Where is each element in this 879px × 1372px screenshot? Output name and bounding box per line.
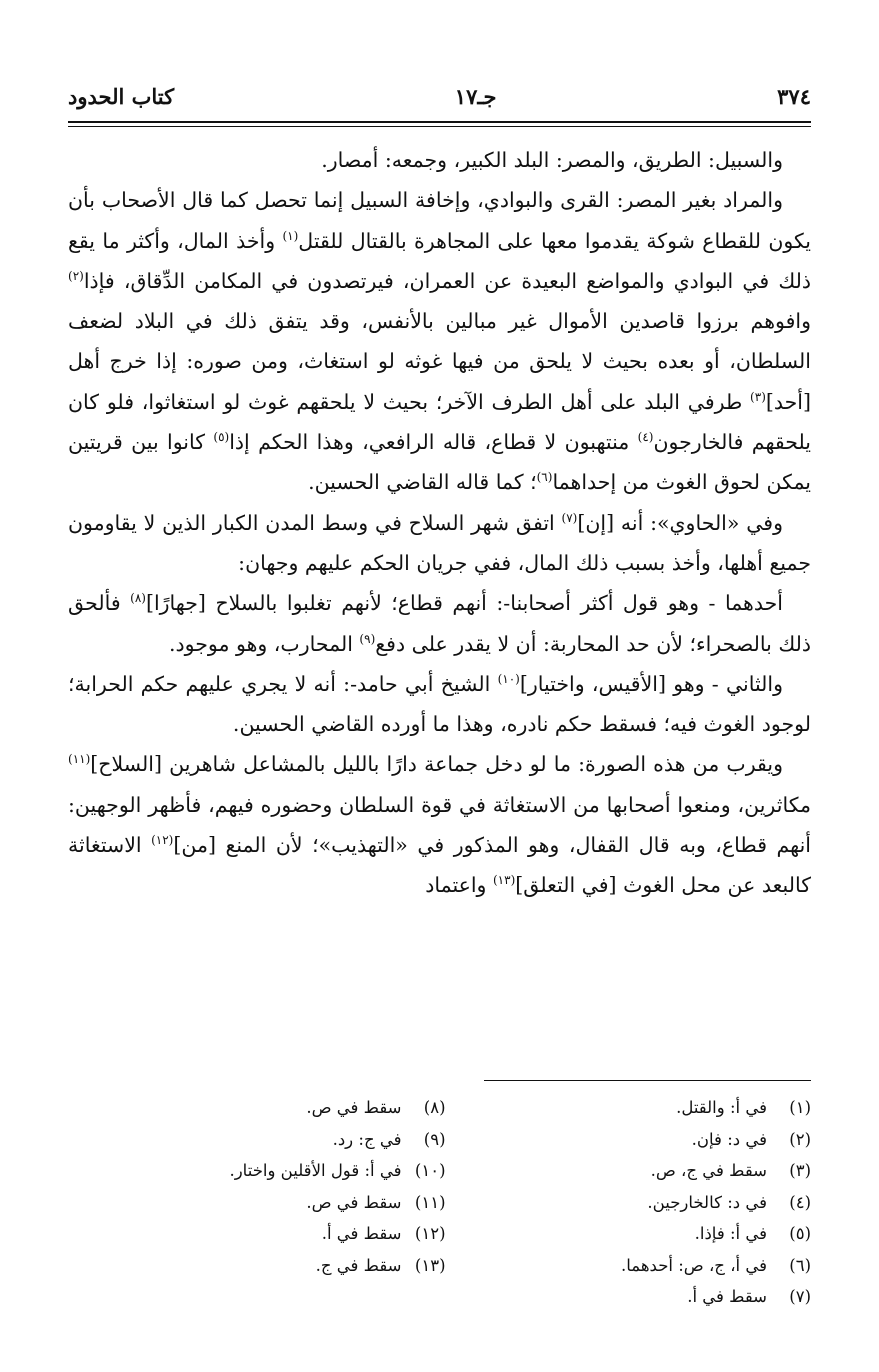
paragraph (68, 180, 811, 502)
footnote-text: في أ: قول الأقلين واختار. (229, 1161, 402, 1180)
footnotes (120, 1092, 811, 1313)
text-run: اتفق شهر السلاح في وسط المدن الكبار الذين لا يقاومون جميع أهلها، وأخذ بسبب ذلك المال، ففي جريان الحكم عليهم وجهان: (68, 510, 811, 575)
text-run: طرفي البلد على أهل الطرف الآخر؛ بحيث لا يلحقهم غوث لو استغاثوا، فلو كان يلحقهم فالخارجون (68, 389, 811, 455)
paragraph (68, 744, 811, 905)
text-run: ويقرب من هذه الصورة: ما لو دخل جماعة دارًا بالليل بالمشاعل شاهرين [السلاح] (90, 752, 783, 777)
paragraph (68, 664, 811, 745)
footnote-item (486, 1092, 812, 1124)
footnote-text: في أ: والقتل. (676, 1098, 767, 1117)
footnote-item (120, 1250, 446, 1282)
footnote-item (486, 1124, 812, 1156)
page-header (68, 78, 811, 114)
footnote-ref: (٩) (359, 631, 376, 646)
text-run: مكاثرين، ومنعوا أصحابها من الاستغاثة في قوة السلطان وحضوره فيهم، فأظهر الوجهين: أنهم قطاع، وبه قال القفال، وهو المذكور في «التهذيب»؛ لأن المنع [من] (68, 792, 811, 858)
footnote-ref: (٢) (68, 269, 84, 284)
footnotes-right-column (486, 1092, 812, 1313)
footnote-ref: (١) (282, 228, 299, 243)
paragraph (68, 503, 811, 584)
text-run: والمراد بغير المصر: القرى والبوادي، وإخافة السبيل إنما تحصل كما قال الأصحاب بأن يكون للقطاع شوكة يقدموا معها على المجاهرة بالقتال للقتل (68, 188, 811, 253)
footnote-text: في أ: فإذا. (694, 1224, 767, 1243)
text-run: ؛ كما قاله القاضي الحسين. (308, 470, 537, 495)
footnote-number: (٨) (423, 1098, 446, 1117)
footnote-number: (١٠) (414, 1161, 446, 1180)
footnote-ref: (١٣) (492, 873, 516, 888)
footnote-text: سقط في ج، ص. (650, 1161, 767, 1180)
footnote-ref: (٧) (561, 510, 578, 525)
footnote-separator (484, 1080, 811, 1081)
footnote-number: (٦) (789, 1255, 811, 1275)
footnote-number: (٤) (789, 1192, 811, 1212)
footnote-number: (١٢) (414, 1224, 446, 1243)
text-run: كانوا بين قريتين يمكن لحوق الغوث من إحداهما (68, 430, 811, 495)
text-run: والثاني - وهو [الأقيس، واختيار] (519, 671, 784, 696)
footnote-ref: (١٠) (497, 672, 520, 687)
footnote-item (486, 1187, 812, 1219)
paragraph (68, 140, 811, 180)
footnote-text: سقط في ص. (306, 1098, 402, 1117)
footnote-number: (٩) (423, 1129, 446, 1149)
footnote-ref: (٦) (536, 470, 553, 485)
footnote-item (120, 1124, 446, 1156)
footnote-number: (١) (789, 1098, 811, 1117)
text-run: وأخذ المال، وأكثر ما يقع ذلك في البوادي والمواضع البعيدة عن العمران، فيرتصدون في المكامن الدِّقاق، فإذا (68, 228, 811, 293)
footnote-item (120, 1218, 446, 1250)
paragraph (68, 583, 811, 664)
footnote-ref: (٨) (130, 591, 146, 606)
footnote-text: في ج: رد. (332, 1129, 402, 1149)
footnote-item (120, 1155, 446, 1187)
footnote-text: سقط في ص. (306, 1192, 402, 1212)
footnote-item (120, 1092, 446, 1124)
footnote-ref: (٤) (637, 430, 654, 445)
footnote-ref: (١٢) (151, 833, 174, 848)
text-run: وفي «الحاوي»: أنه [إن] (577, 510, 783, 535)
header-rule-thick (68, 121, 811, 123)
text-run: منتهبون لا قطاع، قاله الرافعي، وهذا الحكم إذا (229, 430, 638, 455)
footnote-number: (١١) (414, 1192, 446, 1212)
text-run: واعتماد (425, 873, 493, 898)
header-rule-thin (68, 126, 811, 127)
footnote-item (486, 1155, 812, 1187)
footnote-number: (١٣) (414, 1255, 446, 1275)
footnote-number: (٣) (789, 1161, 811, 1180)
footnote-text: في أ، ج، ص: أحدهما. (621, 1255, 767, 1275)
text-run: الاستغاثة كالبعد عن محل الغوث [في التعلق] (68, 833, 811, 898)
page-number: ٣٧٤ (777, 83, 811, 109)
text-run: الشيخ أبي حامد-: أنه لا يجري عليهم حكم الحرابة؛ لوجود الغوث فيه؛ فسقط حكم نادره، وهذا ما أورده القاضي الحسين. (68, 671, 811, 737)
footnote-text: سقط في ج. (315, 1255, 402, 1275)
footnote-item (486, 1218, 812, 1250)
footnote-text: سقط في أ. (687, 1287, 767, 1306)
footnote-item (486, 1281, 812, 1313)
footnotes-left-column (120, 1092, 446, 1313)
text-run: وافوهم برزوا قاصدين الأموال غير مبالين بالأنفس، وقد يتفق ذلك في البلاد لضعف السلطان، أو بعده بحيث لا يلحق من فيها غوثه لو استغاث، ومن صوره: إذا خرج أهل [أحد] (68, 309, 811, 414)
text-run: والسبيل: الطريق، والمصر: البلد الكبير، وجمعه: أمصار. (321, 148, 783, 172)
footnote-item (486, 1250, 812, 1282)
text-run: أحدهما - وهو قول أكثر أصحابنا-: أنهم قطاع؛ لأنهم تغلبوا بالسلاح [جهارًا] (145, 591, 784, 616)
volume-label: جـ١٧ (454, 83, 497, 109)
main-text (68, 140, 811, 906)
footnote-number: (٢) (789, 1129, 811, 1149)
footnote-number: (٧) (789, 1287, 811, 1306)
footnote-ref: (١١) (68, 752, 91, 767)
footnote-text: سقط في أ. (321, 1224, 402, 1243)
text-run: المحارب، وهو موجود. (169, 631, 360, 656)
footnote-item (120, 1187, 446, 1219)
footnote-ref: (٥) (213, 430, 230, 445)
footnote-ref: (٣) (750, 389, 766, 404)
footnote-text: في د: كالخارجين. (647, 1192, 767, 1212)
text-run: فألحق ذلك بالصحراء؛ لأن حد المحاربة: أن لا يقدر على دفع (68, 591, 811, 656)
footnote-number: (٥) (789, 1224, 811, 1243)
book-title: كتاب الحدود (68, 83, 175, 109)
footnote-text: في د: فإن. (691, 1129, 767, 1149)
